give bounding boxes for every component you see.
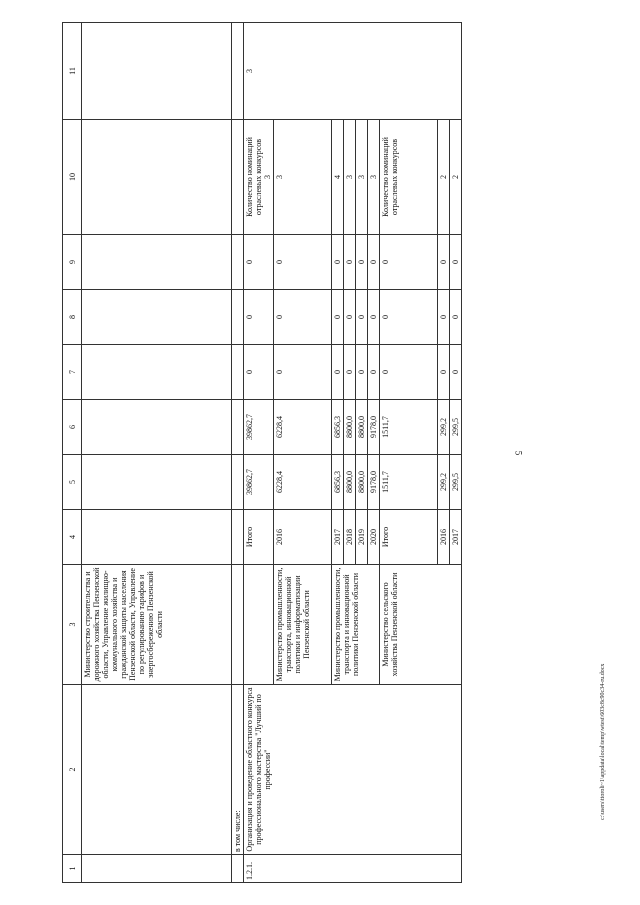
value-cell: 0 — [344, 235, 356, 290]
value-cell: 0 — [244, 235, 274, 290]
value-cell: 8800,0 — [356, 400, 368, 455]
value-cell: 39862,7 — [244, 400, 274, 455]
executors-cell: Министерство строительства и дорожного хозяйства Пензенской области, Управление жилищно-коммунального хозяйства и гражданской защиты населения Пензенской области, Управление по регулированию тарифов и энергосбережению Пензенской области — [82, 565, 232, 685]
value-cell: 0 — [356, 345, 368, 400]
program-table — [62, 22, 462, 883]
item-total-row — [244, 23, 274, 883]
value-cell: 0 — [368, 235, 380, 290]
value-cell: 8800,0 — [356, 455, 368, 510]
value-cell: 0 — [344, 290, 356, 345]
value-cell: 0 — [332, 290, 344, 345]
value-cell: 0 — [380, 290, 438, 345]
value-cell: 0 — [438, 345, 450, 400]
value-cell: 6228,4 — [274, 455, 332, 510]
footer-path: c:\users\ttoroli~1\appdata\local\temp\wtest\603c8c90c34-ru.docx — [600, 663, 606, 820]
value-cell: 39862,7 — [244, 455, 274, 510]
header-cell: 2 — [63, 685, 82, 855]
header-cell: 3 — [63, 565, 82, 685]
year-cell: 2020 — [368, 510, 380, 565]
value-cell: 0 — [380, 345, 438, 400]
value-cell: 6856,3 — [332, 455, 344, 510]
item-number: 1.2.1. — [244, 855, 462, 883]
column-11-value: 3 — [244, 23, 462, 120]
value-cell: 0 — [274, 290, 332, 345]
value-cell: 0 — [368, 345, 380, 400]
value-cell: 299,5 — [450, 400, 462, 455]
header-cell: 4 — [63, 510, 82, 565]
value-cell: 1511,7 — [380, 400, 438, 455]
header-cell: 8 — [63, 290, 82, 345]
item-name: Организация и проведение областного конкурса профессионального мастерства "Лучший по профессии" — [244, 685, 462, 855]
ministry-industry-2: Министерство промышленности, транспорта и инновационной политики Пензенской области — [332, 565, 380, 685]
year-cell: Итого — [244, 510, 274, 565]
value-cell: 0 — [450, 345, 462, 400]
year-cell: 2017 — [332, 510, 344, 565]
header-cell: 6 — [63, 400, 82, 455]
value-cell: 0 — [368, 290, 380, 345]
page-number: 5 — [513, 450, 524, 456]
value-cell: 0 — [244, 345, 274, 400]
header-cell: 9 — [63, 235, 82, 290]
value-cell: 0 — [274, 345, 332, 400]
indicator-cell: Количество номинаций отраслевых конкурсов — [380, 120, 438, 235]
year-cell: 2017 — [450, 510, 462, 565]
including-label: в том числе: — [232, 685, 244, 855]
ministry-industry: Министерство промышленности, транспорта, инновационной политики и информатизации Пензенской области — [274, 565, 332, 685]
value-cell: 2 — [450, 120, 462, 235]
year-cell: 2016 — [438, 510, 450, 565]
rotated-table-page — [62, 23, 597, 883]
value-cell: 0 — [450, 290, 462, 345]
including-row — [232, 23, 244, 883]
value-cell: 299,5 — [450, 455, 462, 510]
indicator-text: Количество номинаций отраслевых конкурсов — [245, 137, 263, 217]
executors-row — [82, 23, 232, 883]
value-cell: 8800,0 — [344, 400, 356, 455]
value-cell: 0 — [332, 235, 344, 290]
value-cell: 4 — [332, 120, 344, 235]
header-cell: 11 — [63, 23, 82, 120]
header-cell: 5 — [63, 455, 82, 510]
value-cell: 3 — [344, 120, 356, 235]
value-cell: 9178,0 — [368, 400, 380, 455]
value-cell: 0 — [244, 290, 274, 345]
indicator-value: 3 — [263, 175, 272, 179]
value-cell: 3 — [274, 120, 332, 235]
value-cell: 0 — [356, 290, 368, 345]
value-cell: 0 — [356, 235, 368, 290]
value-cell: 0 — [274, 235, 332, 290]
header-cell: 10 — [63, 120, 82, 235]
value-cell: 299,2 — [438, 400, 450, 455]
year-cell: 2016 — [274, 510, 332, 565]
value-cell: 6228,4 — [274, 400, 332, 455]
header-row — [63, 23, 82, 883]
indicator-cell — [244, 120, 274, 235]
value-cell: 1511,7 — [380, 455, 438, 510]
value-cell: 0 — [438, 235, 450, 290]
ministry-agri: Министерство сельского хозяйства Пензенской области — [380, 565, 462, 685]
value-cell: 3 — [356, 120, 368, 235]
value-cell: 0 — [332, 345, 344, 400]
value-cell: 8800,0 — [344, 455, 356, 510]
value-cell: 0 — [380, 235, 438, 290]
value-cell: 3 — [368, 120, 380, 235]
value-cell: 0 — [438, 290, 450, 345]
value-cell: 9178,0 — [368, 455, 380, 510]
year-cell: 2018 — [344, 510, 356, 565]
year-cell: 2019 — [356, 510, 368, 565]
year-cell: Итого — [380, 510, 438, 565]
value-cell: 2 — [438, 120, 450, 235]
header-cell: 1 — [63, 855, 82, 883]
header-cell: 7 — [63, 345, 82, 400]
value-cell: 299,2 — [438, 455, 450, 510]
value-cell: 0 — [450, 235, 462, 290]
value-cell: 6856,3 — [332, 400, 344, 455]
value-cell: 0 — [344, 345, 356, 400]
